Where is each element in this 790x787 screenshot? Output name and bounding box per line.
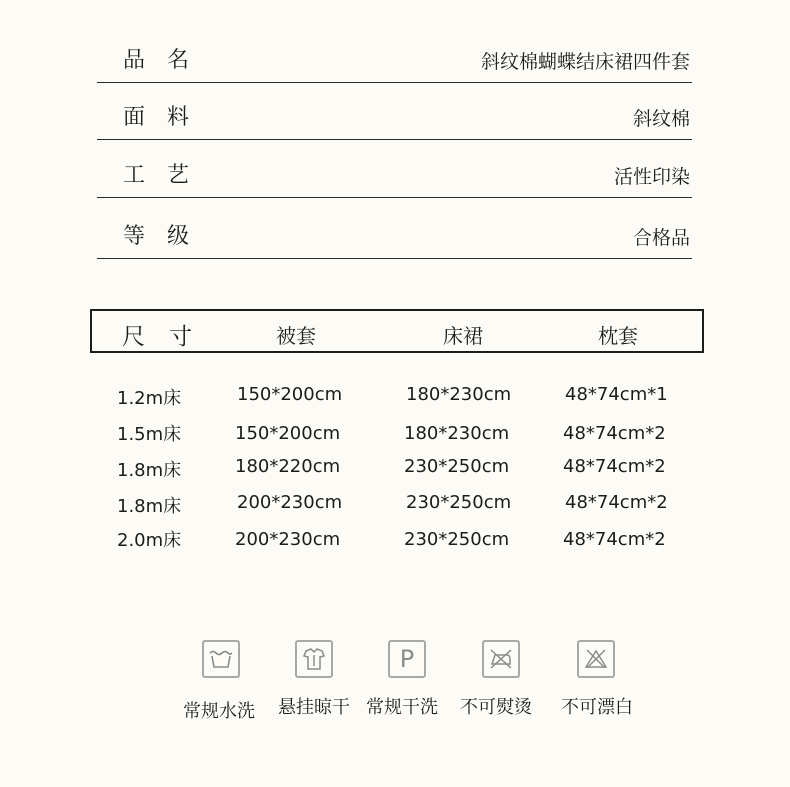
cell-duvet: 150*200cm	[235, 423, 341, 444]
spec-label	[123, 219, 189, 250]
spec-value: 活性印染	[613, 166, 690, 188]
spec-value: 合格品	[632, 227, 690, 249]
no-iron-icon	[482, 640, 520, 678]
cell-duvet: 200*230cm	[237, 492, 343, 513]
spec-row-craft	[97, 139, 692, 198]
care-label-nobleach: 不可漂白	[561, 697, 633, 718]
care-item-nobleach	[556, 640, 636, 678]
cell-skirt: 230*250cm	[404, 529, 510, 550]
header-size-char: 寸	[169, 324, 192, 350]
header-duvet: 被套	[276, 324, 316, 348]
care-item-hang	[274, 640, 354, 678]
care-label-dryclean: 常规干洗	[366, 697, 438, 718]
cell-skirt: 180*230cm	[404, 423, 510, 444]
spec-label-char: 艺	[167, 163, 190, 188]
table-row	[0, 456, 790, 482]
spec-label	[123, 158, 189, 189]
table-row	[0, 384, 790, 410]
cell-pillow: 48*74cm*2	[565, 492, 668, 513]
dry-clean-p-icon	[388, 640, 426, 678]
care-item-wash	[181, 640, 261, 678]
care-item-dryclean	[367, 640, 447, 678]
spec-value: 斜纹棉	[632, 108, 690, 130]
cell-pillow: 48*74cm*2	[563, 529, 666, 550]
no-bleach-icon	[577, 640, 615, 678]
table-row	[0, 492, 790, 518]
cell-bed: 1.5m床	[117, 424, 182, 445]
spec-label-char: 级	[167, 224, 190, 249]
cell-bed: 1.8m床	[117, 496, 182, 517]
spec-label-char: 品	[123, 48, 146, 73]
cell-bed: 1.2m床	[117, 388, 182, 409]
spec-label-char: 工	[123, 163, 146, 188]
cell-duvet: 150*200cm	[237, 384, 343, 405]
cell-bed: 2.0m床	[117, 530, 182, 551]
header-skirt: 床裙	[443, 324, 483, 348]
cell-duvet: 180*220cm	[235, 456, 341, 477]
cell-pillow: 48*74cm*2	[563, 456, 666, 477]
cell-skirt: 230*250cm	[404, 456, 510, 477]
header-size	[122, 318, 192, 351]
cell-skirt: 230*250cm	[406, 492, 512, 513]
spec-row-name	[97, 24, 692, 83]
header-pillow: 枕套	[598, 324, 638, 348]
spec-label-char: 料	[167, 105, 190, 130]
wash-tub-icon	[202, 640, 240, 678]
spec-row-grade	[97, 200, 692, 259]
table-row	[0, 420, 790, 446]
cell-skirt: 180*230cm	[406, 384, 512, 405]
spec-label-char: 名	[167, 48, 190, 73]
cell-duvet: 200*230cm	[235, 529, 341, 550]
hang-dry-shirt-icon	[295, 640, 333, 678]
care-label-hang: 悬挂晾干	[278, 697, 350, 718]
spec-label-char: 等	[123, 224, 146, 249]
spec-label	[123, 100, 189, 131]
table-row	[0, 526, 790, 552]
spec-label-char: 面	[123, 105, 146, 130]
cell-bed: 1.8m床	[117, 460, 182, 481]
care-label-noiron: 不可熨烫	[460, 697, 532, 718]
cell-pillow: 48*74cm*1	[565, 384, 668, 405]
header-size-char: 尺	[122, 324, 145, 350]
care-label-wash: 常规水洗	[183, 701, 255, 722]
care-item-noiron	[461, 640, 541, 678]
spec-row-fabric	[97, 81, 692, 140]
dry-clean-glyph: P	[399, 645, 415, 673]
spec-value: 斜纹棉蝴蝶结床裙四件套	[480, 51, 690, 73]
size-table-header	[90, 309, 704, 353]
cell-pillow: 48*74cm*2	[563, 423, 666, 444]
spec-label	[123, 43, 189, 74]
